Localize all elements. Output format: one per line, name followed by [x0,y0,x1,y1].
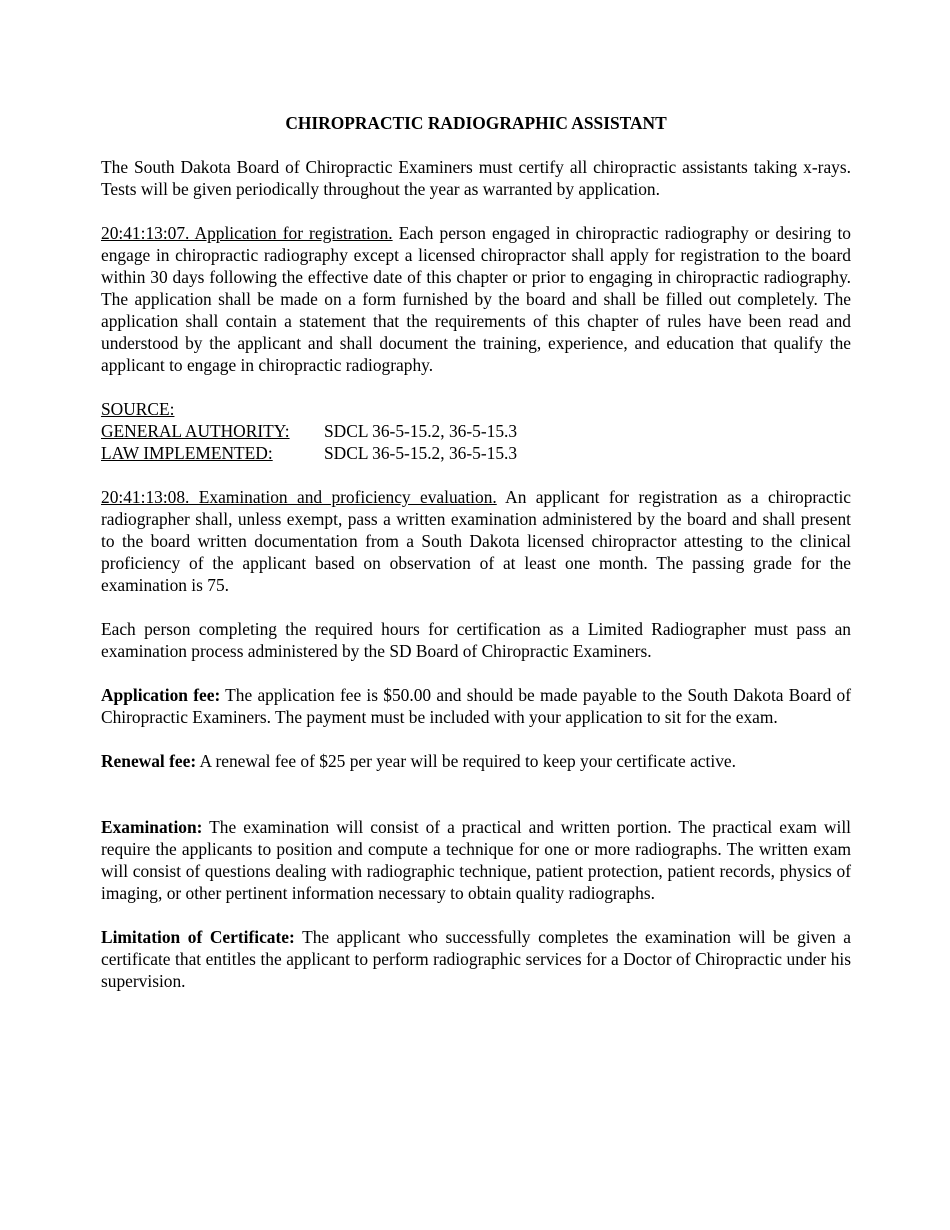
rule-examination-proficiency [101,486,851,596]
rule-2-body: An applicant for registration as a chiropractic radiographer shall, unless exempt, pass a written examination administered by the board and shall present to the board written documentation from a South Dakota licensed chiropractor attesting to the clinical proficiency of the applicant based on observation of at least one month. The passing grade for the examination is 75. [101,487,852,595]
source-row-law-implemented [101,442,851,464]
source-block [101,398,851,464]
limitation-label: Limitation of Certificate: [101,927,295,947]
law-implemented-value: SDCL 36-5-15.2, 36-5-15.3 [324,443,518,463]
document-title: CHIROPRACTIC RADIOGRAPHIC ASSISTANT [285,113,667,133]
source-row-heading [101,398,851,420]
source-heading: SOURCE: [101,399,175,419]
renewal-fee-body: A renewal fee of $25 per year will be required to keep your certificate active. [199,751,736,771]
application-fee-body: The application fee is $50.00 and should be made payable to the South Dakota Board of Chiropractic Examiners. The payment must be included with your application to sit for the exam. [101,685,851,727]
document-page [101,112,851,1014]
source-row-general-authority [101,420,851,442]
rule-1-heading: 20:41:13:07. Application for registration. [101,223,393,243]
application-fee-paragraph [101,684,851,728]
rule-1-body: Each person engaged in chiropractic radiography or desiring to engage in chiropractic radiography except a licensed chiropractor shall apply for registration to the board within 30 days following the effective date of this chapter or prior to engaging in chiropractic radiography. The application shall be made on a form furnished by the board and shall be filled out completely. The application shall contain a statement that the requirements of this chapter of rules have been read and understood by the applicant and shall document the training, experience, and education that qualify the applicant to engage in chiropractic radiography. [101,223,851,375]
law-implemented-label: LAW IMPLEMENTED: [101,443,273,463]
limited-radiographer-paragraph: Each person completing the required hours for certification as a Limited Radiographer must pass an examination process administered by the SD Board of Chiropractic Examiners. [101,619,851,661]
blank-line [101,794,851,816]
renewal-fee-label: Renewal fee: [101,751,197,771]
examination-label: Examination: [101,817,203,837]
intro-paragraph: The South Dakota Board of Chiropractic Examiners must certify all chiropractic assistants taking x-rays. Tests will be given periodically throughout the year as warranted by application. [101,157,851,199]
rule-2-heading: 20:41:13:08. Examination and proficiency evaluation. [101,487,497,507]
examination-paragraph [101,816,851,904]
rule-application-registration [101,222,851,376]
general-authority-value: SDCL 36-5-15.2, 36-5-15.3 [324,421,518,441]
limitation-paragraph [101,926,851,992]
renewal-fee-paragraph [101,750,851,772]
general-authority-label: GENERAL AUTHORITY: [101,421,290,441]
application-fee-label: Application fee: [101,685,221,705]
limitation-body: The applicant who successfully completes the examination will be given a certificate that entitles the applicant to perform radiographic services for a Doctor of Chiropractic under his supervision. [101,927,851,991]
examination-body: The examination will consist of a practical and written portion. The practical exam will require the applicants to position and compute a technique for one or more radiographs. The written exam will consist of questions dealing with radiographic technique, patient protection, patient records, physics of imaging, or other pertinent information necessary to obtain quality radiographs. [101,817,851,903]
